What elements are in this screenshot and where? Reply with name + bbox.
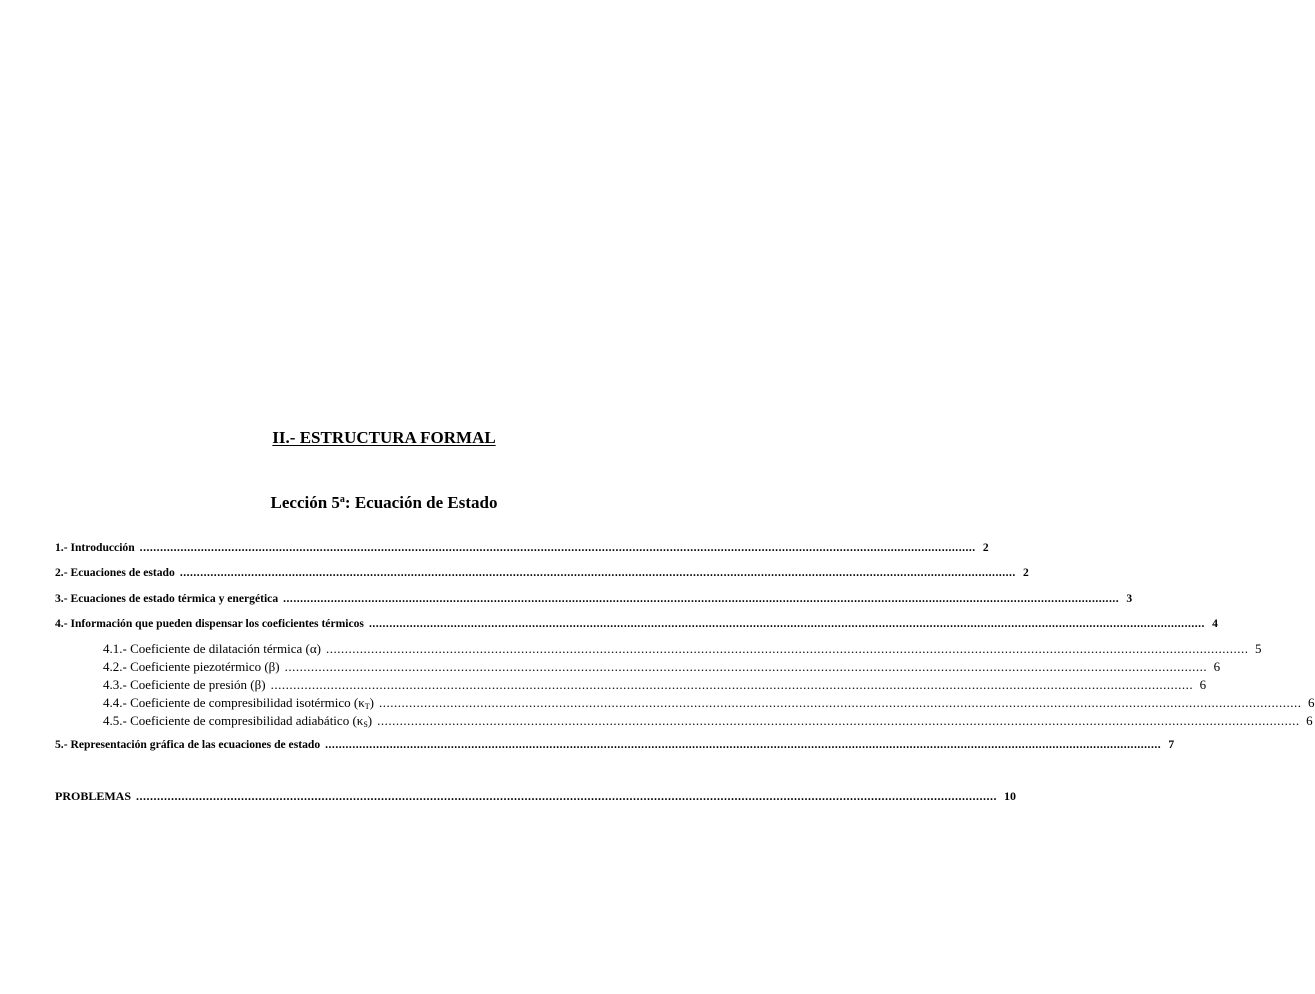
toc-leader-dots: ...................................................................................................................................................................................................................................................... <box>283 592 1120 605</box>
lesson-title-superscript: a <box>339 494 345 505</box>
label-text: 4.5.- Coeficiente de compresibilidad adiabático (κ <box>103 713 364 728</box>
toc-leader-dots: ...................................................................................................................................................................................................................................................... <box>325 738 1162 751</box>
label-subscript: T <box>364 702 370 711</box>
toc-page-number: 2 <box>1023 566 1029 579</box>
toc-page-number: 7 <box>1168 738 1175 751</box>
toc-page-number: 6 <box>1308 695 1315 710</box>
toc-subentry-label <box>103 695 374 711</box>
toc-subentry-label: 4.2.- Coeficiente piezotérmico (β) <box>103 659 280 674</box>
toc-page-number: 6 <box>1199 677 1207 692</box>
toc-page-number: 6 <box>1306 713 1313 728</box>
toc-leader-dots: ...................................................................................................................................................................................................................................................... <box>136 789 998 803</box>
toc-entry-problemas <box>55 789 1017 804</box>
toc-leader-dots: ...................................................................................................................................................................................................................................................... <box>284 659 1208 674</box>
toc-page-number: 6 <box>1213 659 1221 674</box>
toc-leader-dots: ...................................................................................................................................................................................................................................................... <box>379 695 1302 710</box>
toc-subentry-compresibilidad-adiabatico <box>103 713 1313 729</box>
label-text: 4.4.- Coeficiente de compresibilidad isotérmico (κ <box>103 695 365 710</box>
toc-entry-termica-energetica <box>55 592 1133 605</box>
lesson-title-prefix: Lección 5 <box>270 493 340 512</box>
toc-subentry-presion <box>103 677 1207 693</box>
toc-page-number: 2 <box>982 541 989 554</box>
label-text-end: ) <box>369 695 375 710</box>
toc-subentry-piezotermico <box>103 659 1221 675</box>
toc-subentry-dilatacion <box>103 641 1262 657</box>
lesson-title <box>0 493 768 513</box>
toc-entry-introduccion <box>55 541 989 554</box>
toc-page-number: 4 <box>1212 617 1218 630</box>
toc-leader-dots: ...................................................................................................................................................................................................................................................... <box>179 566 1016 579</box>
label-subscript: S <box>363 720 368 729</box>
toc-subentry-label: 4.1.- Coeficiente de dilatación térmica (α) <box>103 641 321 656</box>
toc-leader-dots: ...................................................................................................................................................................................................................................................... <box>325 641 1249 656</box>
toc-page-number: 5 <box>1254 641 1262 656</box>
toc-entry-label: 1.- Introducción <box>55 541 135 554</box>
toc-entry-ecuaciones-de-estado <box>55 566 1029 579</box>
toc-leader-dots: ...................................................................................................................................................................................................................................................... <box>368 617 1205 630</box>
lesson-title-suffix: : Ecuación de Estado <box>344 493 498 512</box>
toc-leader-dots: ...................................................................................................................................................................................................................................................... <box>377 713 1300 728</box>
toc-entry-representacion-grafica <box>55 738 1175 751</box>
toc-entry-label: 5.- Representación gráfica de las ecuaciones de estado <box>55 738 321 751</box>
toc-entry-label: 4.- Información que pueden dispensar los coeficientes térmicos <box>55 617 364 630</box>
toc-page-number: 10 <box>1004 789 1017 803</box>
toc-entry-label: 3.- Ecuaciones de estado térmica y energética <box>55 592 279 605</box>
toc-page-number: 3 <box>1126 592 1133 605</box>
toc-entry-label: 2.- Ecuaciones de estado <box>55 566 175 579</box>
toc-entry-coeficientes-termicos <box>55 617 1218 630</box>
part-title: II.- ESTRUCTURA FORMAL <box>272 428 496 447</box>
toc-leader-dots: ...................................................................................................................................................................................................................................................... <box>139 541 976 554</box>
toc-leader-dots: ...................................................................................................................................................................................................................................................... <box>270 677 1194 692</box>
toc-subentry-compresibilidad-isotermico <box>103 695 1315 711</box>
toc-entry-label: PROBLEMAS <box>55 789 132 803</box>
toc-subentry-label: 4.3.- Coeficiente de presión (β) <box>103 677 266 692</box>
label-text-end: ) <box>367 713 373 728</box>
toc-subentry-label <box>103 713 372 729</box>
